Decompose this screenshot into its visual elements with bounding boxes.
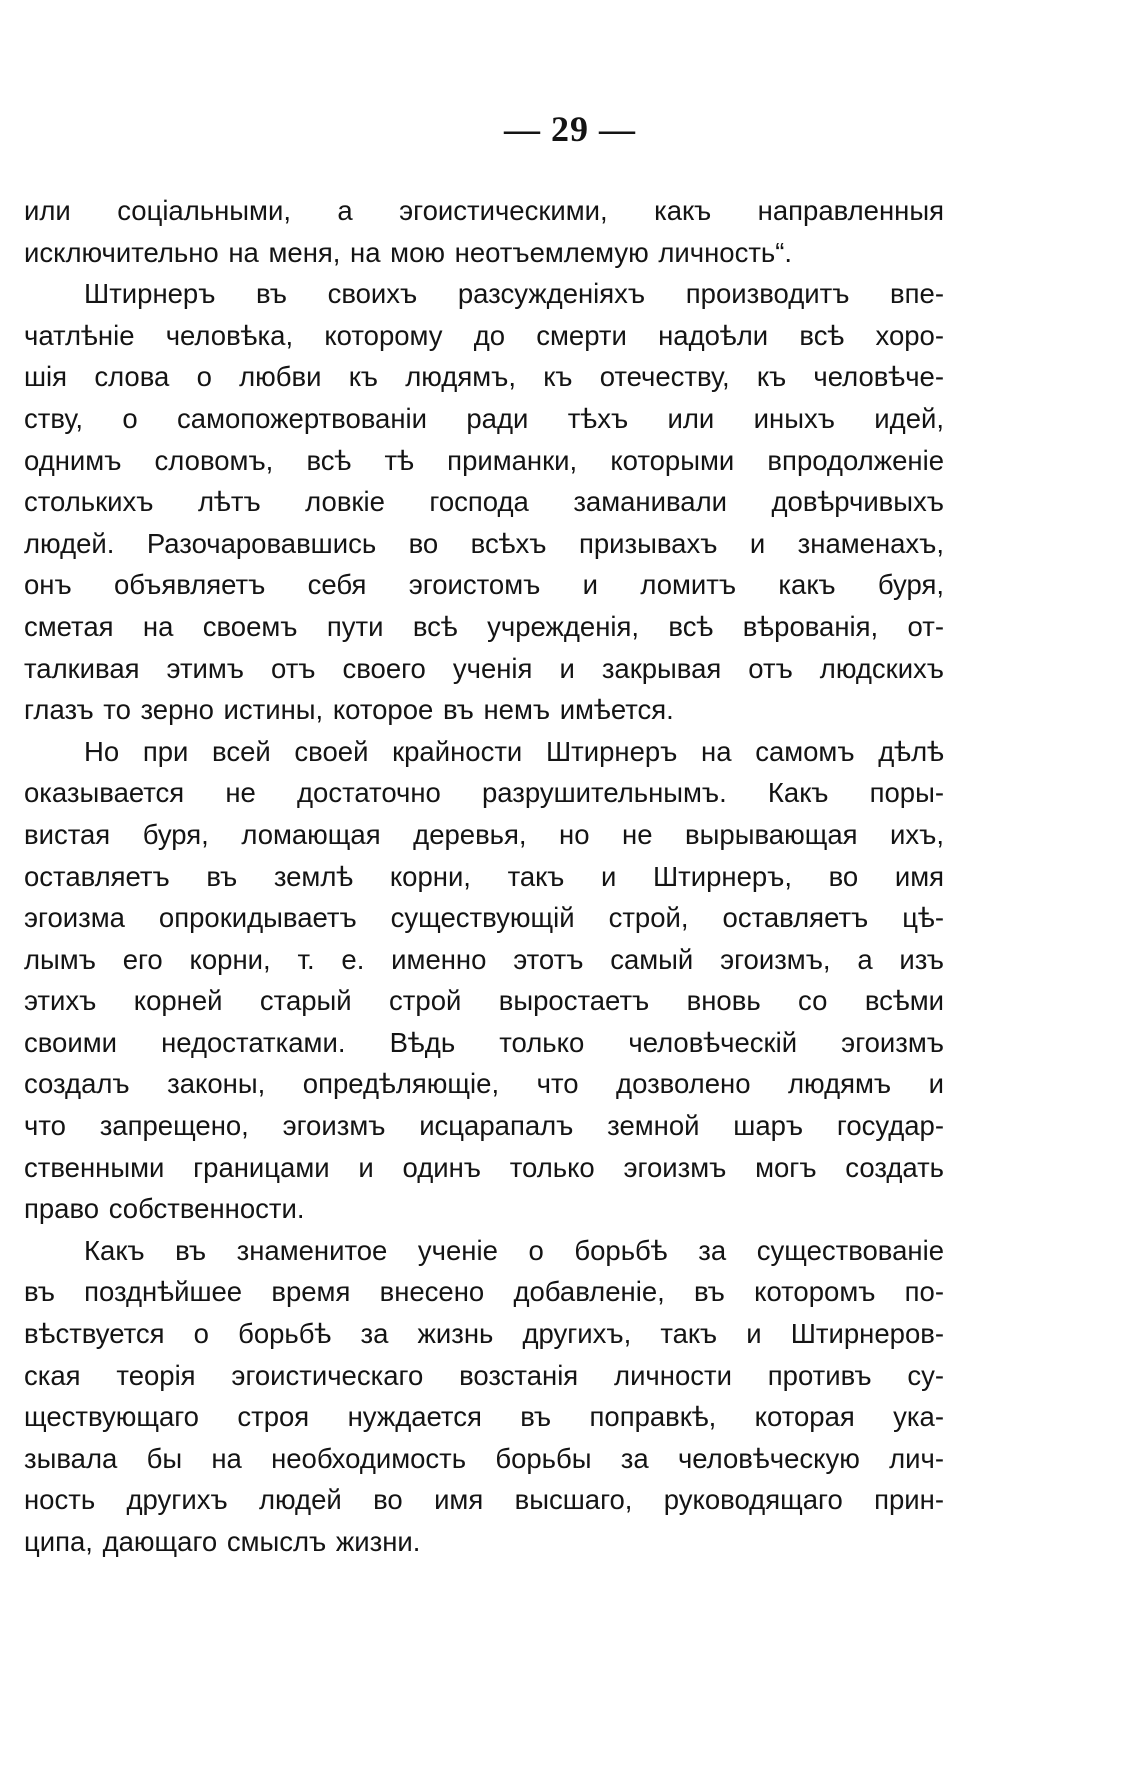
text-line: лымъ его корни, т. е. именно этотъ самый эгоизмъ, а изъ bbox=[24, 943, 944, 975]
text-line: право собственности. bbox=[24, 1193, 305, 1225]
text-line: Какъ въ знаменитое ученіе о борьбѣ за существованіе bbox=[84, 1234, 944, 1266]
page-number: — 29 — bbox=[504, 109, 636, 149]
text-line: ществующаго строя нуждается въ поправкѣ, которая ука- bbox=[24, 1401, 944, 1433]
text-line: исключительно на меня, на мою неотъемлемую личность“. bbox=[24, 236, 793, 268]
text-line: что запрещено, эгоизмъ исцарапалъ земной шаръ государ- bbox=[24, 1110, 944, 1142]
paragraph-3 bbox=[24, 731, 944, 1230]
text-line: однимъ словомъ, всѣ тѣ приманки, которыми впродолженіе bbox=[24, 444, 944, 476]
text-line: вѣствуется о борьбѣ за жизнь другихъ, такъ и Штирнеров- bbox=[24, 1318, 944, 1350]
text-line: людей. Разочаровавшись во всѣхъ призывахъ и знаменахъ, bbox=[24, 527, 944, 559]
text-line: ципа, дающаго смыслъ жизни. bbox=[24, 1526, 421, 1557]
text-line: ству, о самопожертвованіи ради тѣхъ или иныхъ идей, bbox=[24, 402, 944, 434]
text-line: глазъ то зерно истины, которое въ немъ имѣется. bbox=[24, 694, 674, 726]
paragraph-1 bbox=[24, 190, 944, 273]
text-line: Штирнеръ въ своихъ разсужденіяхъ производитъ впе- bbox=[84, 278, 944, 310]
text-line: шія слова о любви къ людямъ, къ отечеству, къ человѣче- bbox=[24, 361, 944, 393]
text-line: своими недостатками. Вѣдь только человѣческій эгоизмъ bbox=[24, 1026, 944, 1058]
text-line: оставляетъ въ землѣ корни, такъ и Штирнеръ, во имя bbox=[24, 860, 944, 892]
text-line: сметая на своемъ пути всѣ учрежденія, всѣ вѣрованія, от- bbox=[24, 610, 944, 642]
text-line: чатлѣніе человѣка, которому до смерти надоѣли всѣ хоро- bbox=[24, 319, 944, 351]
text-line: Но при всей своей крайности Штирнеръ на самомъ дѣлѣ bbox=[84, 735, 944, 767]
body-text bbox=[24, 190, 944, 1563]
text-line: ская теорія эгоистическаго возстанія личности противъ су- bbox=[24, 1359, 944, 1391]
text-line: эгоизма опрокидываетъ существующій строй, оставляетъ цѣ- bbox=[24, 902, 944, 934]
text-line: создалъ законы, опредѣляющіе, что дозволено людямъ и bbox=[24, 1068, 944, 1100]
text-line: вистая буря, ломающая деревья, но не вырывающая ихъ, bbox=[24, 818, 944, 850]
text-line: онъ объявляетъ себя эгоистомъ и ломитъ какъ буря, bbox=[24, 569, 944, 601]
text-line: ственными границами и одинъ только эгоизмъ могъ создать bbox=[24, 1151, 944, 1183]
text-line: зывала бы на необходимость борьбы за человѣческую лич- bbox=[24, 1442, 944, 1474]
text-line: или соціальными, а эгоистическими, какъ направленныя bbox=[24, 195, 944, 226]
text-line: ность другихъ людей во имя высшаго, руководящаго прин- bbox=[24, 1484, 944, 1516]
paragraph-2 bbox=[24, 273, 944, 731]
text-line: въ позднѣйшее время внесено добавленіе, въ которомъ по- bbox=[24, 1276, 944, 1308]
paragraph-4 bbox=[24, 1230, 944, 1563]
text-line: столькихъ лѣтъ ловкіе господа заманивали довѣрчивыхъ bbox=[24, 486, 944, 518]
text-line: этихъ корней старый строй выростаетъ вновь со всѣми bbox=[24, 985, 944, 1017]
text-line: талкивая этимъ отъ своего ученія и закрывая отъ людскихъ bbox=[24, 652, 944, 684]
text-line: оказывается не достаточно разрушительнымъ. Какъ поры- bbox=[24, 777, 944, 809]
